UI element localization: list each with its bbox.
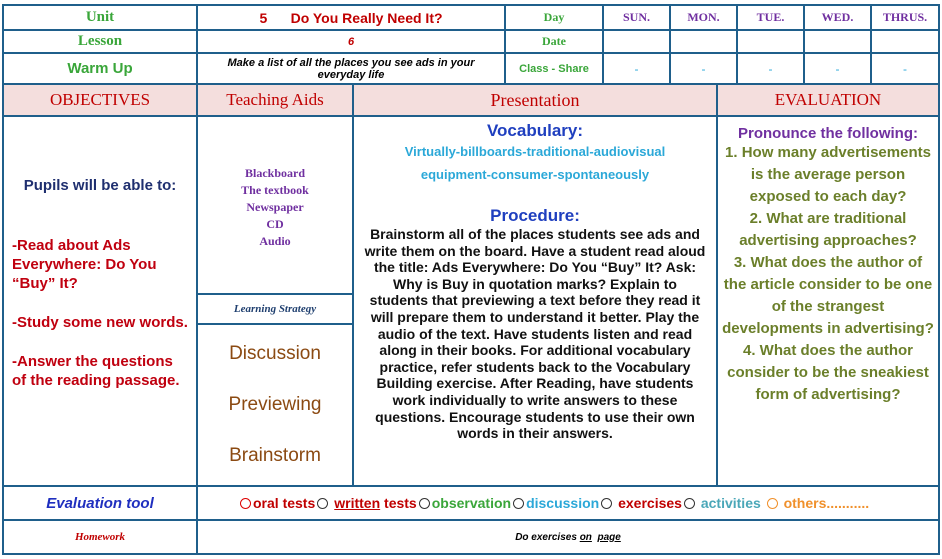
- tool-tests: tests: [384, 495, 417, 511]
- vocab-heading: Vocabulary:: [486, 121, 584, 140]
- eval-tools-row: [196, 485, 940, 521]
- date-sun[interactable]: [602, 29, 671, 54]
- day-tue: [736, 4, 805, 31]
- date-label-text: Date: [542, 34, 566, 48]
- learning-strategy-label: [196, 293, 354, 325]
- eval-tool-label: [2, 485, 198, 521]
- others-radio-icon[interactable]: [767, 498, 778, 509]
- homework-label-text: Homework: [74, 531, 126, 543]
- written-radio-icon[interactable]: [317, 498, 328, 509]
- objectives-header: [2, 83, 198, 117]
- observation-radio-icon[interactable]: [419, 498, 430, 509]
- share-wed-text: -: [835, 61, 840, 76]
- day-mon-text: MON.: [687, 10, 720, 24]
- tool-activities: activities: [700, 495, 761, 511]
- share-tue-text: -: [768, 61, 773, 76]
- tool-observation: observation: [431, 495, 512, 511]
- share-sun-text: -: [634, 61, 639, 76]
- date-wed[interactable]: [803, 29, 872, 54]
- day-sun: [602, 4, 671, 31]
- procedure-heading: Procedure:: [490, 206, 580, 225]
- day-mon: [669, 4, 738, 31]
- share-mon-text: -: [701, 61, 706, 76]
- teaching-aids-list: [196, 115, 354, 295]
- date-thu[interactable]: [870, 29, 940, 54]
- teaching-aid-item: Newspaper: [246, 200, 304, 214]
- tool-written: written: [334, 495, 381, 511]
- share-tue: [736, 52, 805, 85]
- exercises-radio-icon[interactable]: [601, 498, 612, 509]
- unit-label: [2, 4, 198, 31]
- day-label: [504, 4, 604, 31]
- evaluation-header: [716, 83, 940, 117]
- teaching-aids-header-text: Teaching Aids: [226, 90, 324, 109]
- tool-others: others...........: [783, 495, 870, 511]
- teaching-aid-item: Audio: [259, 234, 291, 248]
- date-label: [504, 29, 604, 54]
- discussion-radio-icon[interactable]: [513, 498, 524, 509]
- share-wed: [803, 52, 872, 85]
- homework-text-main: Do exercises: [515, 531, 577, 543]
- day-thu: [870, 4, 940, 31]
- objectives-header-text: OBJECTIVES: [49, 90, 151, 109]
- teaching-aid-item: Blackboard: [244, 166, 305, 180]
- unit-title: Do You Really Need It?: [290, 9, 443, 26]
- eval-tool-label-text: Evaluation tool: [46, 494, 154, 512]
- unit-label-text: Unit: [85, 9, 115, 25]
- day-wed: [803, 4, 872, 31]
- strategies-list: [196, 323, 354, 487]
- lesson-label: [2, 29, 198, 54]
- warmup-text: [196, 52, 506, 85]
- lesson-label-text: Lesson: [77, 33, 123, 49]
- lesson-number-text: 6: [347, 35, 355, 48]
- tool-discussion: discussion: [526, 495, 600, 511]
- teaching-aid-item: The textbook: [241, 183, 309, 197]
- evaluation-question: 3. What does the author of the article consider to be one of the strangest developments in advertising?: [722, 254, 934, 337]
- share-mon: [669, 52, 738, 85]
- teaching-aid-item: CD: [266, 217, 284, 231]
- day-sun-text: SUN.: [622, 10, 650, 24]
- warmup-label-text: Warm Up: [67, 60, 133, 77]
- procedure-text: Brainstorm all of the places students see ads and write them on the board. Have a student read aloud the title: Ads Everywhere: Do You “Buy” It? Ask: Why is Buy in quotation marks? Explain to students that previewing a text before they read it will prepare them to understand it better. Play the audio of the text. Have students listen and read along in their books. For additional vocabulary practice, refer students back to the Vocabulary Building exercise. After Reading, have students work individually to write answers to these questions. Encourage students to use their own words in their answers.: [364, 226, 706, 442]
- date-mon[interactable]: [669, 29, 738, 54]
- lesson-number: [196, 29, 506, 54]
- strategy-item: Discussion: [229, 343, 321, 365]
- homework-text: [196, 519, 940, 555]
- presentation-cell: [352, 115, 718, 487]
- presentation-header: [352, 83, 718, 117]
- class-share-text: Class - Share: [519, 62, 589, 75]
- day-thu-text: THRUS.: [882, 10, 928, 24]
- objectives-cell: [2, 115, 198, 487]
- evaluation-heading: Pronounce the following:: [738, 125, 918, 142]
- strategy-item: Brainstorm: [229, 444, 321, 466]
- vocab-line: equipment-consumer-spontaneously: [420, 167, 650, 182]
- day-label-text: Day: [543, 10, 565, 24]
- objectives-intro: Pupils will be able to:: [23, 177, 177, 194]
- objective-item: -Study some new words.: [12, 314, 188, 331]
- evaluation-header-text: EVALUATION: [774, 90, 882, 109]
- day-wed-text: WED.: [821, 10, 854, 24]
- warmup-text-content: Make a list of all the places you see ads in your everyday life: [227, 56, 475, 81]
- activities-radio-icon[interactable]: [684, 498, 695, 509]
- tool-oral: oral tests: [253, 495, 316, 511]
- homework-page: page: [597, 531, 621, 543]
- homework-label: [2, 519, 198, 555]
- oral-radio-icon[interactable]: [240, 498, 251, 509]
- vocab-line: Virtually-billboards-traditional-audiovisual: [404, 144, 666, 159]
- objective-item: -Answer the questions of the reading passage.: [12, 353, 180, 389]
- share-thu: [870, 52, 940, 85]
- presentation-header-text: Presentation: [490, 89, 580, 110]
- learning-strategy-text: Learning Strategy: [233, 303, 317, 315]
- evaluation-cell: [716, 115, 940, 487]
- share-sun: [602, 52, 671, 85]
- evaluation-question: 4. What does the author consider to be the sneakiest form of advertising?: [727, 342, 929, 403]
- teaching-aids-header: [196, 83, 354, 117]
- homework-on: on: [579, 531, 592, 543]
- share-thu-text: -: [903, 61, 907, 76]
- evaluation-question: 2. What are traditional advertising approaches?: [739, 210, 917, 249]
- day-tue-text: TUE.: [756, 10, 785, 24]
- unit-number: 5: [259, 9, 268, 26]
- date-tue[interactable]: [736, 29, 805, 54]
- class-share-label: [504, 52, 604, 85]
- strategy-item: Previewing: [228, 393, 322, 415]
- warmup-label: [2, 52, 198, 85]
- evaluation-question: 1. How many advertisements is the average person exposed to each day?: [725, 144, 931, 205]
- objective-item: -Read about Ads Everywhere: Do You “Buy” It?: [12, 237, 157, 292]
- tool-exercises: exercises: [618, 495, 682, 511]
- unit-title-cell: [196, 4, 506, 31]
